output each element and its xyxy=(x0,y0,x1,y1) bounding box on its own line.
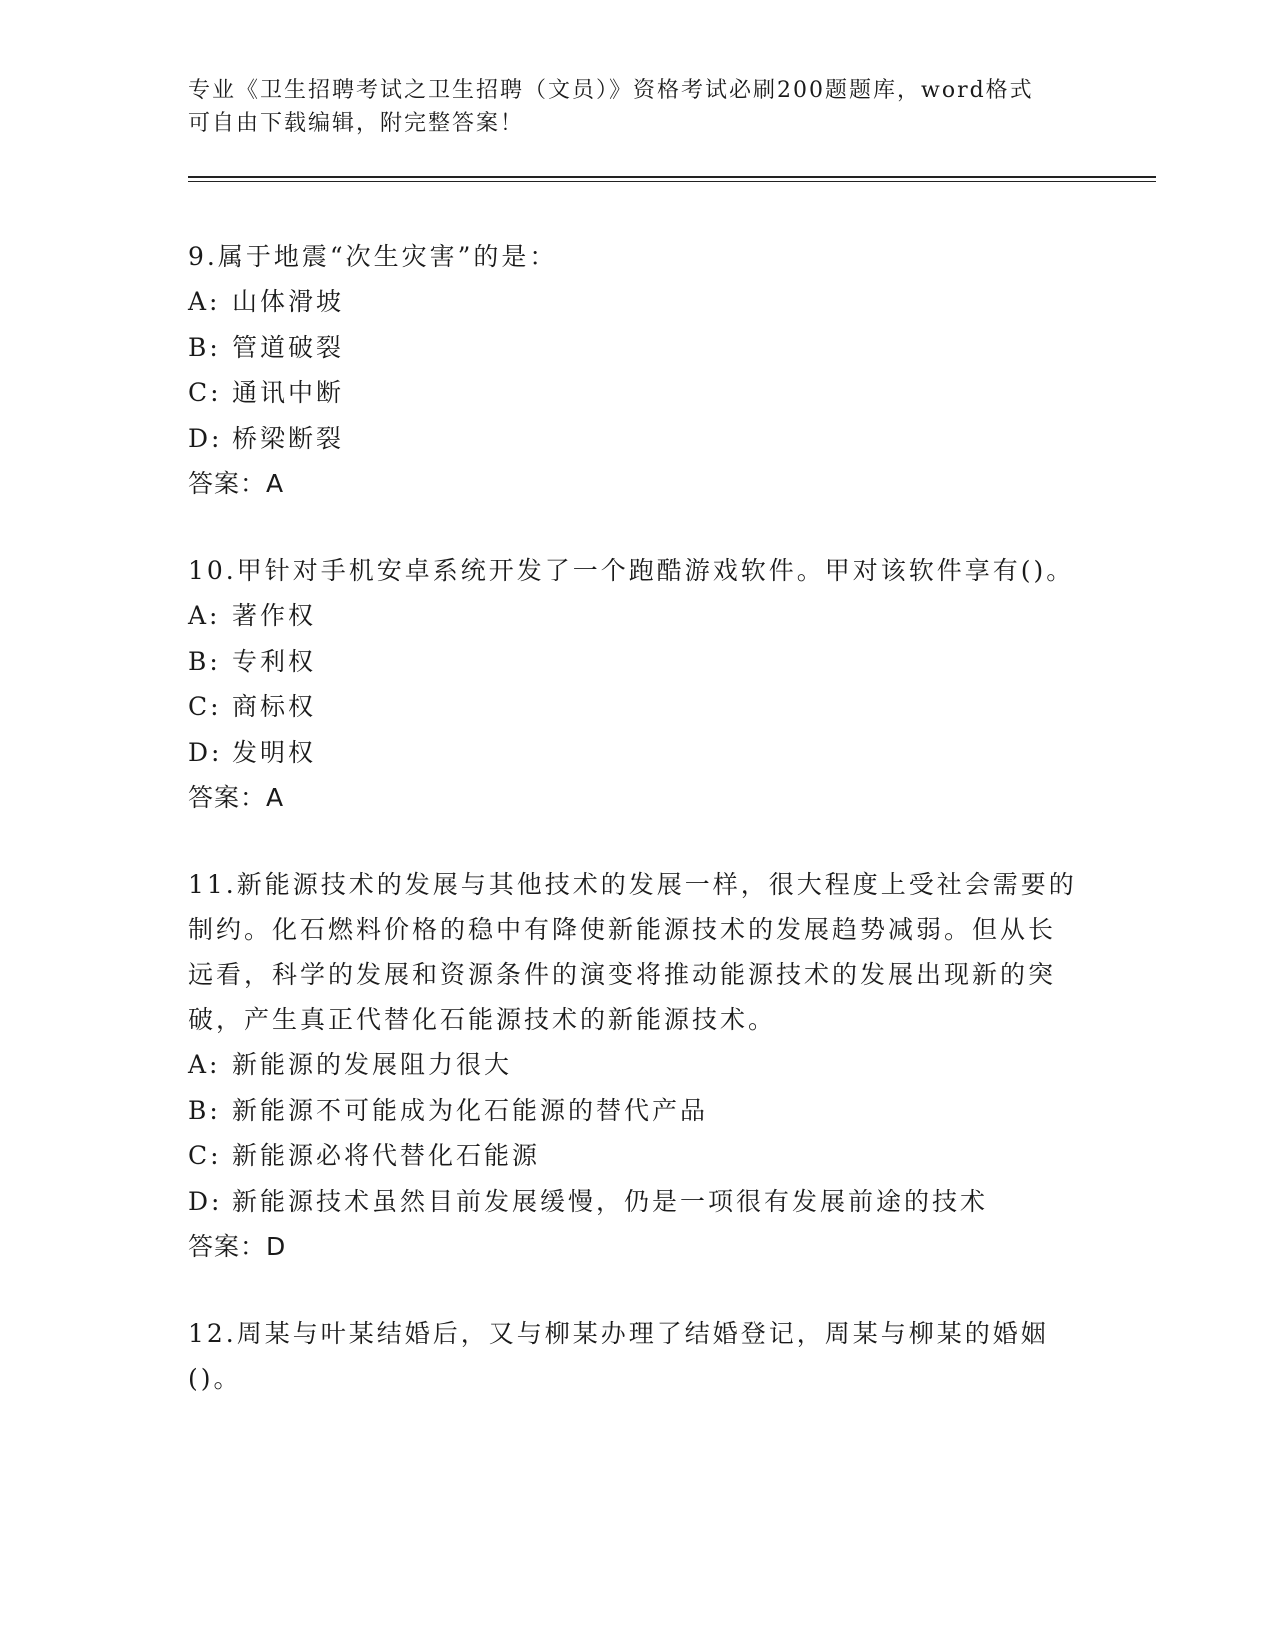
option-text: 专利权 xyxy=(232,646,317,676)
option-text: 通讯中断 xyxy=(232,378,345,407)
option-letter: D: xyxy=(188,1186,223,1216)
option-b xyxy=(188,639,1078,685)
option-text: 新能源不可能成为化石能源的替代产品 xyxy=(232,1095,709,1125)
question-12 xyxy=(188,1311,1078,1401)
question-11 xyxy=(188,862,1078,1270)
option-text: 桥梁断裂 xyxy=(232,423,345,453)
option-d xyxy=(188,416,1078,462)
header-line-2: 可自由下载编辑，附完整答案！ xyxy=(188,111,525,136)
option-a xyxy=(188,279,1078,325)
header-divider-thin xyxy=(188,181,1156,182)
option-letter: B: xyxy=(188,646,221,676)
option-text: 发明权 xyxy=(232,737,317,767)
option-a xyxy=(188,593,1078,639)
document-header xyxy=(188,74,1068,140)
option-text: 新能源技术虽然目前发展缓慢，仍是一项很有发展前途的技术 xyxy=(232,1186,989,1216)
option-letter: A: xyxy=(188,287,221,316)
option-letter: B: xyxy=(188,1095,221,1125)
question-10 xyxy=(188,548,1078,821)
question-stem: 9.属于地震“次生灾害”的是： xyxy=(188,242,558,271)
option-c xyxy=(188,370,1078,416)
option-letter: A: xyxy=(188,601,221,630)
option-text: 管道破裂 xyxy=(232,332,345,362)
option-text: 新能源的发展阻力很大 xyxy=(232,1050,513,1079)
header-divider-thick xyxy=(188,176,1156,178)
answer-line: 答案：A xyxy=(188,469,285,498)
option-text: 山体滑坡 xyxy=(232,287,345,316)
answer-line: 答案：A xyxy=(188,783,285,812)
option-letter: D: xyxy=(188,423,223,453)
option-letter: C: xyxy=(188,692,222,721)
option-d xyxy=(188,1179,1078,1225)
question-list xyxy=(188,234,1078,1442)
option-c xyxy=(188,1133,1078,1179)
option-d xyxy=(188,730,1078,776)
answer-line: 答案：D xyxy=(188,1232,287,1261)
option-c xyxy=(188,684,1078,730)
option-b xyxy=(188,1088,1078,1134)
option-letter: A: xyxy=(188,1050,221,1079)
option-a xyxy=(188,1042,1078,1088)
option-letter: C: xyxy=(188,1141,222,1170)
question-stem: 10.甲针对手机安卓系统开发了一个跑酷游戏软件。甲对该软件享有()。 xyxy=(188,556,1075,585)
question-stem: 11.新能源技术的发展与其他技术的发展一样，很大程度上受社会需要的制约。化石燃料价格的稳中有降使新能源技术的发展趋势减弱。但从长远看，科学的发展和资源条件的演变将推动能源技术的发展出现新的突破，产生真正代替化石能源技术的新能源技术。 xyxy=(188,870,1077,1034)
option-b xyxy=(188,325,1078,371)
option-text: 著作权 xyxy=(232,601,317,630)
header-line-1: 专业《卫生招聘考试之卫生招聘（文员）》资格考试必刷200题题库，word格式 xyxy=(188,78,1034,103)
question-9 xyxy=(188,234,1078,507)
option-letter: D: xyxy=(188,737,223,767)
option-letter: B: xyxy=(188,332,221,362)
question-stem: 12.周某与叶某结婚后，又与柳某办理了结婚登记，周某与柳某的婚姻()。 xyxy=(188,1319,1049,1393)
option-text: 商标权 xyxy=(232,692,317,721)
option-letter: C: xyxy=(188,378,222,407)
option-text: 新能源必将代替化石能源 xyxy=(232,1141,541,1170)
